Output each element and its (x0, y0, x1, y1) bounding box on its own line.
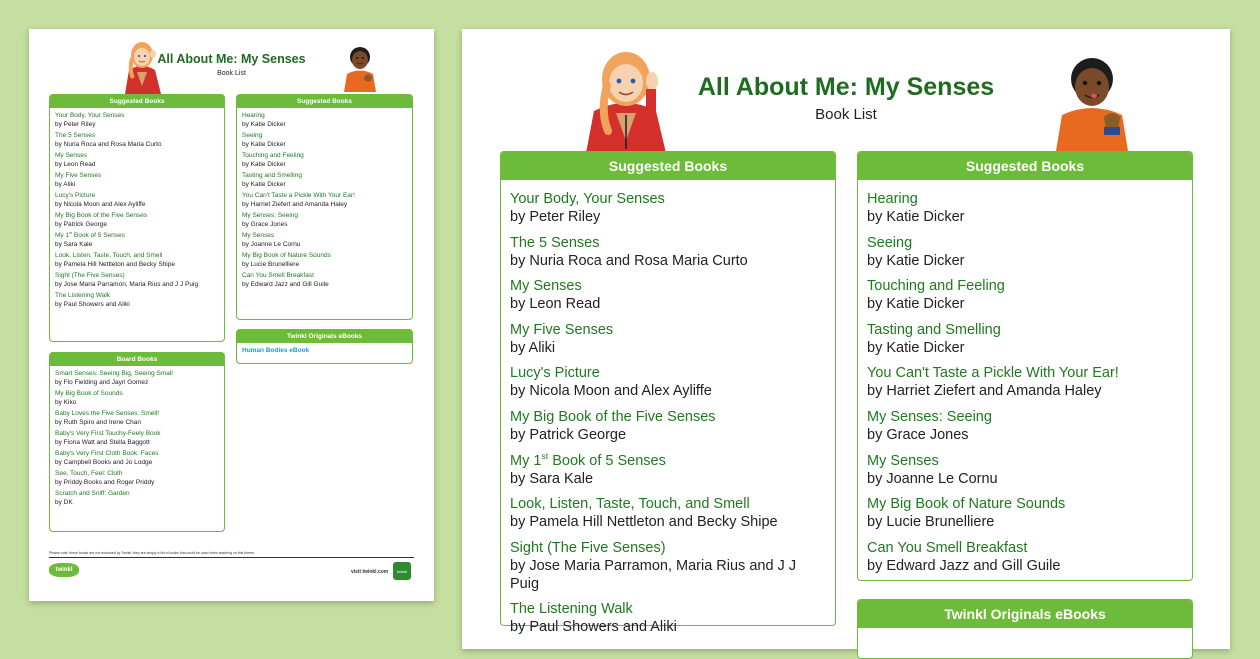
document-thumbnail[interactable] (29, 29, 434, 601)
page-title: All About Me: My Senses (157, 52, 306, 66)
book-author: by Katie Dicker (867, 252, 965, 269)
book-title: See, Touch, Feel: Cloth (55, 470, 123, 477)
book-title: The 5 Senses (510, 234, 600, 251)
book-item (242, 152, 407, 169)
book-item (510, 190, 826, 226)
book-item (242, 192, 407, 209)
book-item (510, 539, 826, 593)
book-item (867, 495, 1183, 531)
book-item (55, 430, 219, 447)
page-subtitle: Book List (217, 70, 246, 77)
book-author: by Katie Dicker (867, 339, 965, 356)
book-item (867, 364, 1183, 400)
book-author: by Fiona Watt and Stella Baggott (55, 438, 150, 446)
book-author: by Aliki (55, 180, 76, 188)
book-author: by Katie Dicker (867, 209, 965, 225)
book-author: by Edward Jazz and Gill Guile (242, 280, 329, 288)
book-title-part: My 1 (510, 452, 542, 469)
suggested-books-right-panel (236, 94, 413, 320)
book-item (510, 234, 826, 270)
book-item (55, 172, 219, 189)
panel-heading: Suggested Books (501, 152, 835, 180)
book-item (55, 292, 219, 309)
book-author: by Joanne Le Cornu (242, 240, 301, 248)
book-title: My Five Senses (55, 172, 102, 179)
book-author: by Katie Dicker (242, 140, 286, 148)
book-title: You Can't Taste a Pickle With Your Ear! (867, 365, 1119, 382)
book-author: by Leon Read (510, 296, 601, 313)
book-item (55, 370, 219, 387)
book-item (867, 408, 1183, 444)
panel-heading: Suggested Books (50, 95, 224, 108)
board-books-panel (49, 352, 225, 532)
book-item (867, 539, 1183, 575)
book-title: Seeing (867, 234, 913, 251)
book-title: My Senses: Seeing (242, 212, 299, 219)
book-author: by Nicola Moon and Alex Ayliffe (510, 383, 712, 400)
book-title: Lucy's Picture (510, 365, 600, 382)
book-item (242, 232, 407, 249)
book-title-part: My 1 (55, 232, 70, 239)
book-title: Lucy's Picture (55, 192, 96, 199)
book-item (55, 390, 219, 407)
book-title: Your Body, Your Senses (55, 112, 125, 119)
book-item (55, 229, 219, 249)
book-title (55, 229, 219, 241)
book-author: by Pamela Hill Nettleton and Becky Shipe (510, 514, 778, 531)
book-title: Hearing (867, 191, 918, 207)
page-title: All About Me: My Senses (697, 73, 995, 101)
book-title: My Big Book of the Five Senses (510, 408, 716, 425)
book-item (867, 277, 1183, 313)
panel-heading: Suggested Books (237, 95, 412, 108)
book-author: by Priddy Books and Roger Priddy (55, 478, 155, 486)
book-title: The 5 Senses (55, 132, 96, 139)
book-item (55, 212, 219, 229)
book-title (510, 452, 826, 470)
book-title: Baby's Very First Cloth Book: Faces (55, 450, 159, 457)
book-title: The Listening Walk (55, 292, 111, 299)
book-item (867, 234, 1183, 270)
book-title: Sight (The Five Senses) (510, 539, 666, 556)
book-item (510, 452, 826, 488)
book-title: My Senses (55, 152, 88, 159)
footer-url[interactable]: visit twinkl.com (351, 569, 389, 575)
book-title: Smart Senses: Seeing Big, Seeing Small (55, 370, 173, 377)
girl-illustration (119, 38, 165, 94)
book-author: by Peter Riley (510, 209, 601, 225)
book-author: by Lucie Brunelliere (242, 260, 300, 268)
book-author: by Nuria Roca and Rosa Maria Curto (510, 252, 748, 269)
book-title: Touching and Feeling (242, 152, 304, 159)
twinkl-ebooks-panel (857, 599, 1193, 659)
suggested-books-left-panel (49, 94, 225, 342)
book-item (510, 321, 826, 357)
book-author: by Leon Read (55, 160, 96, 168)
book-title-part: Book of 5 Senses (548, 452, 666, 469)
book-item (55, 490, 219, 507)
book-author: by Harriet Ziefert and Amanda Haley (867, 383, 1102, 400)
book-item (55, 450, 219, 467)
twinkl-logo: twinkl (49, 563, 79, 577)
page-subtitle: Book List (815, 106, 877, 123)
book-author: by Lucie Brunelliere (867, 514, 995, 531)
book-author: by Aliki (510, 339, 556, 356)
book-author: by Flo Fielding and Jayri Gomez (55, 378, 149, 386)
book-title: Touching and Feeling (867, 278, 1005, 295)
book-item (55, 192, 219, 209)
book-title: Look, Listen, Taste, Touch, and Smell (55, 252, 163, 259)
book-title: Can You Smell Breakfast (242, 272, 314, 279)
book-title: Baby Loves the Five Senses: Smell! (55, 410, 160, 417)
book-title: My Big Book of the Five Senses (55, 212, 148, 219)
book-item (55, 410, 219, 427)
book-item (242, 252, 407, 269)
book-item (510, 277, 826, 313)
book-item (867, 452, 1183, 488)
book-item (510, 495, 826, 531)
book-author: by Edward Jazz and Gill Guile (867, 557, 1061, 574)
book-author: by Katie Dicker (242, 180, 286, 188)
panel-heading: Suggested Books (858, 152, 1192, 180)
book-title: Tasting and Smelling (867, 321, 1001, 338)
book-author: by Katie Dicker (867, 296, 965, 313)
book-item (55, 112, 219, 129)
book-title: Baby's Very First Touchy-Feely Book (55, 430, 161, 437)
suggested-books-left-panel (500, 151, 836, 636)
book-item (55, 470, 219, 487)
book-title: Your Body, Your Senses (510, 191, 665, 207)
footer-divider (49, 557, 414, 558)
twinkl-badge: twinkl (392, 561, 412, 581)
book-author: by Joanne Le Cornu (867, 470, 998, 487)
human-bodies-ebook-link[interactable]: Human Bodies eBook (242, 347, 310, 354)
book-item (867, 190, 1183, 226)
book-author: by Jose Maria Parramon, Maria Rius and J J Puig (510, 557, 797, 592)
book-author: by Harriet Ziefert and Amanda Haley (242, 200, 348, 208)
book-title: My Big Book of Sounds (55, 390, 123, 397)
book-title: Hearing (242, 112, 265, 119)
book-item (242, 112, 407, 129)
book-item (55, 272, 219, 289)
book-title: My Five Senses (510, 321, 614, 338)
book-title-part: Book of 5 Senses (72, 232, 125, 239)
book-title: Can You Smell Breakfast (867, 539, 1028, 556)
book-item (242, 212, 407, 229)
panel-heading: Twinkl Originals eBooks (858, 600, 1192, 628)
book-item (55, 132, 219, 149)
book-item (867, 321, 1183, 357)
book-title: My Senses (242, 232, 275, 239)
book-author: by Pamela Hill Nettleton and Becky Shipe (55, 260, 175, 268)
book-author: by Nuria Roca and Rosa Maria Curto (55, 140, 162, 148)
book-author: by Paul Showers and Aliki (55, 300, 130, 308)
book-title: Seeing (242, 132, 263, 139)
book-item (55, 252, 219, 269)
book-author: by Jose Maria Parramon, Maria Rius and J J Puig (55, 280, 199, 288)
book-title: Tasting and Smelling (242, 172, 302, 179)
panel-heading: Board Books (50, 353, 224, 366)
book-title: Look, Listen, Taste, Touch, and Smell (510, 496, 750, 513)
book-item (242, 132, 407, 149)
book-title: My Big Book of Nature Sounds (867, 496, 1066, 513)
book-title: My Senses (867, 452, 939, 469)
book-title: My Big Book of Nature Sounds (242, 252, 331, 259)
book-item (55, 152, 219, 169)
disclaimer-note: Please note: these books are not endorsed by Twinkl; they are simply a list of books that could be used when teaching on this theme. (49, 551, 255, 555)
book-title: Scratch and Sniff: Garden (55, 490, 130, 497)
book-title: The Listening Walk (510, 601, 633, 618)
twinkl-ebooks-panel (236, 329, 413, 364)
book-item (510, 408, 826, 444)
book-title: Sight (The Five Senses) (55, 272, 125, 279)
book-author: by Sara Kale (55, 240, 93, 248)
book-author: by Nicola Moon and Alex Ayliffe (55, 200, 146, 208)
book-author: by Grace Jones (867, 426, 969, 443)
book-item (242, 172, 407, 189)
book-author: by Peter Riley (55, 120, 96, 128)
book-author: by Patrick George (55, 220, 108, 228)
book-item (242, 272, 407, 289)
book-author: by Patrick George (510, 426, 627, 443)
book-author: by DK (55, 498, 73, 506)
book-author: by Campbell Books and Jo Lodge (55, 458, 153, 466)
book-title: My Senses (510, 278, 582, 295)
document-zoomed-view[interactable] (462, 29, 1230, 649)
book-title-superscript: st (541, 450, 549, 461)
book-item (510, 600, 826, 636)
book-title: You Can't Taste a Pickle With Your Ear! (242, 192, 355, 199)
book-author: by Katie Dicker (242, 120, 286, 128)
book-author: by Kiko (55, 398, 77, 406)
book-item (510, 364, 826, 400)
book-author: by Grace Jones (242, 220, 288, 228)
panel-heading: Twinkl Originals eBooks (237, 330, 412, 343)
book-author: by Ruth Spiro and Irene Chan (55, 418, 141, 426)
book-author: by Sara Kale (510, 470, 594, 487)
book-title: My Senses: Seeing (867, 408, 992, 425)
suggested-books-right-panel (857, 151, 1193, 581)
book-title-superscript: st (69, 229, 73, 235)
book-author: by Paul Showers and Aliki (510, 619, 677, 636)
book-author: by Katie Dicker (242, 160, 286, 168)
boy-illustration (342, 40, 378, 92)
